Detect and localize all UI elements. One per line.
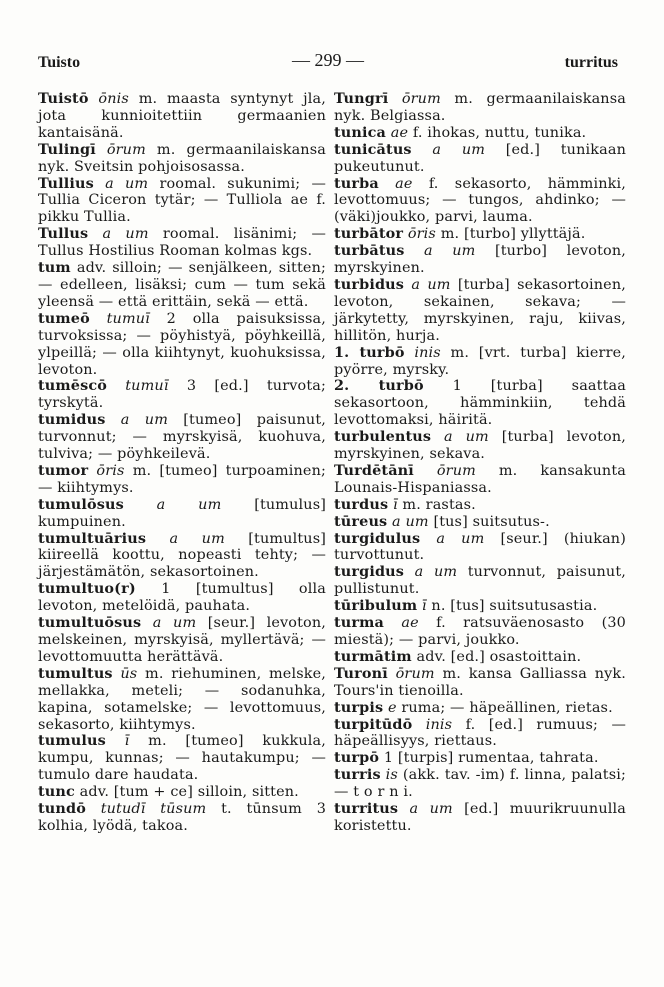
entry-definition: adv. [ed.] osastoittain. [416,648,582,665]
dictionary-entry [334,176,626,227]
dictionary-entry [334,564,626,598]
entry-definition: m. riehuminen, melske, mellakka, meteli; — sodanuhka, kapina, sotamelske; — levottomuus, sekasorto, kiihtymys. [38,665,326,733]
entry-definition: roomal. sukunimi; — Tullia Ciceron tytär; — Tulliola ae f. pikku Tullia. [38,175,327,226]
entry-definition: [tus] suitsutus-. [433,513,550,530]
dictionary-entry [334,378,626,429]
entry-headword: tumulus [38,732,106,750]
entry-definition: (akk. tav. -im) f. linna, palatsi; — t o r n i. [334,767,626,801]
entry-headword: turbulentus [334,428,432,446]
dictionary-entry [334,125,626,142]
entry-grammar: a um [420,530,501,547]
entry-definition: ruma; — häpeällinen, rietas. [401,699,613,716]
entry-headword: turpitūdō [334,715,413,733]
entry-grammar: a um [387,513,434,530]
page-header [38,50,618,78]
entry-headword: turbātus [334,242,405,260]
dictionary-entry [334,700,626,717]
dictionary-entry [334,142,626,176]
entry-definition: [ed.] muurikruunulla koristettu. [334,801,626,834]
entry-grammar: a um [404,276,458,293]
dictionary-entry [334,666,626,700]
entry-grammar: ī [388,496,403,513]
page-number: — 299 — [292,50,364,70]
entry-headword: Tulingī [38,140,96,158]
entry-headword: tumultuo(r) [38,580,136,598]
entry-definition: f. sekasorto, hämminki, levottomuus; — tungos, ahdinko; — (väki)joukko, parvi, lauma. [334,175,626,226]
entry-definition: [turba] levoton, myrskyinen, sekava. [334,429,626,463]
entry-definition: n. [tus] suitsutusastia. [431,598,598,615]
entry-definition: turvonnut, paisunut, pullistunut. [334,564,626,598]
entry-grammar: tutudī tūsum [85,801,222,818]
dictionary-entry [38,733,326,784]
entry-grammar: ūs [112,665,146,682]
dictionary-entry [38,142,326,176]
dictionary-entry [38,615,326,666]
dictionary-entry [334,91,626,125]
entry-grammar: e [383,699,402,716]
dictionary-entry [38,91,326,142]
entry-headword: Tullius [38,174,94,192]
entry-grammar: ī [105,733,149,750]
entry-grammar: a um [123,496,255,513]
entry-definition: m. [tumeo] turpoaminen; — kiihtymys. [38,462,326,496]
dictionary-entry [334,531,626,565]
entry-grammar: ōris [88,462,133,479]
entry-headword: 1. turbō [334,343,405,361]
entry-definition: 2 olla paisuksissa, turvoksissa; — pöyhistyä, pöyhkeillä, ylpeillä; — olla kiihtynyt, kuohuksissa, levoton. [38,310,326,378]
entry-definition: [tumulus] kumpuinen. [38,496,326,530]
entry-definition: [seur.] levoton, melskeinen, myrskyisä, myllertävä; — levottomuutta herättävä. [38,615,326,665]
dictionary-entry [38,497,326,531]
entry-headword: turritus [334,800,399,818]
entry-definition: 3 [ed.] turvota; tyrskytä. [38,378,326,412]
dictionary-entry [38,260,326,311]
dictionary-entry [334,649,626,666]
entry-grammar: tumuī [107,378,187,395]
entry-headword: turdus [334,495,389,513]
entry-definition: [tumeo] paisunut, turvonnut; — myrskyisä, kuohuva, tulviva; — pöyhkeilevä. [38,412,326,463]
entry-definition: m. germaanilaiskansa nyk. Sveitsin pohjoisosassa. [38,141,326,175]
entry-definition: adv. silloin; — senjälkeen, sitten; — edelleen, lisäksi; cum — tum sekä yleensä — että erittäin, sekä — että. [38,260,326,310]
entry-headword: tumidus [38,411,106,429]
entry-headword: Tuistō [38,90,89,107]
entry-grammar: ōris [403,226,441,243]
entry-grammar: a um [105,412,184,429]
entry-headword: tumeō [38,309,90,327]
entry-grammar: a um [404,243,495,260]
entry-definition: m. [tumeo] kukkula, kumpu, kunnas; — hautakumpu; — tumulo dare haudata. [38,733,326,784]
entry-definition: roomal. lisänimi; — Tullus Hostilius Rooman kolmas kgs. [38,226,326,260]
dictionary-entry [334,345,626,379]
entry-grammar: a um [431,429,502,446]
dictionary-entry [38,226,326,260]
entry-headword: tūreus [334,512,388,530]
entry-grammar: a um [146,530,249,547]
entry-definition: [ed.] tunikaan pukeutunut. [334,141,626,175]
entry-definition: m. rastas. [402,496,476,513]
dictionary-entry [334,497,626,514]
entry-definition: [turbo] levoton, myrskyinen. [334,243,626,277]
dictionary-entry [334,243,626,277]
dictionary-entry [38,311,326,379]
entry-headword: tunc [38,783,75,801]
entry-definition: adv. [tum + ce] silloin, sitten. [79,784,299,801]
entry-headword: tumēscō [38,377,108,395]
dictionary-entry [38,378,326,412]
dictionary-entry [38,531,326,582]
entry-grammar: ae [378,175,429,192]
dictionary-entry [334,767,626,801]
dictionary-entry [38,801,326,835]
entry-grammar: inis [412,716,466,733]
dictionary-entry [334,514,626,531]
entry-grammar: ae [384,615,437,632]
dictionary-entry [38,581,326,615]
entry-definition: 1 [turba] saattaa sekasortoon, hämminkiin, tehdä levottomaksi, häiritä. [334,378,626,429]
entry-headword: turba [334,174,379,192]
dictionary-entry [334,598,626,615]
entry-headword: tundō [38,800,86,818]
entry-grammar: ī [417,598,432,615]
entry-grammar [136,581,161,597]
entry-headword: tumultuōsus [38,614,142,632]
entry-headword: turmātim [334,647,412,665]
dictionary-entry [334,717,626,751]
dictionary-entry [334,226,626,243]
entry-headword: tumor [38,461,89,479]
entry-definition: [tumultus] kiireellä koottu, nopeasti tehty; — järjestämätön, sekasortoinen. [38,530,326,581]
dictionary-entry [334,463,626,497]
entry-headword: turbātor [334,225,404,243]
entry-headword: Tungrī [334,90,389,107]
entry-definition: f. [ed.] rumuus; — häpeällisyys, riettaus. [334,716,626,750]
entry-grammar: ōrum [413,462,499,479]
entry-definition: m. [turbo] yllyttäjä. [440,226,586,243]
entry-headword: tunica [334,123,387,141]
entry-definition: 1 [tumultus] olla levoton, metelöidä, pauhata. [38,581,326,615]
entry-grammar: inis [404,344,451,361]
dictionary-entry [334,277,626,345]
dictionary-entry [38,666,326,734]
entry-definition: [seur.] (hiukan) turvottunut. [334,530,626,564]
entry-grammar [424,378,453,394]
entry-grammar: a um [398,801,465,818]
header-left-guideword: Tuisto [38,54,81,71]
entry-headword: Turonī [334,664,388,682]
entry-grammar: a um [141,615,208,632]
dictionary-entry [38,176,326,227]
entry-headword: turgidulus [334,529,421,547]
entry-headword: tūribulum [334,597,418,615]
dictionary-entry [334,615,626,649]
entry-grammar: ōrum [95,141,157,158]
entry-grammar: ae [386,124,413,141]
entry-headword: tunicātus [334,140,412,158]
entry-definition: m. [vrt. turba] kierre, pyörre, myrsky. [334,344,626,378]
entry-definition: m. maasta syntynyt jla, jota kunnioitettiin germaanien kantaisänä. [38,91,327,141]
entry-grammar: a um [93,175,160,192]
entry-headword: tumulōsus [38,495,124,513]
entry-grammar: tumuī [89,310,167,327]
entry-definition: [turba] sekasortoinen, levoton, sekainen, sekava; — järkytetty, myrskyinen, raju, kiivas, hillitön, hurja. [334,276,626,344]
entry-grammar: is [380,767,403,784]
entry-headword: tumultuārius [38,529,147,547]
entry-headword: turgidus [334,563,405,581]
entry-headword: Turdētānī [334,461,414,479]
entry-grammar: a um [404,564,468,581]
entry-grammar: ōrum [387,665,443,682]
entry-definition: f. ratsuväenosasto (30 miestä); — parvi, joukko. [334,615,626,648]
entry-definition: m. kansakunta Lounais-Hispaniassa. [334,462,626,496]
dictionary-entry [38,463,326,497]
entry-headword: turpis [334,698,384,716]
dictionary-entry [38,412,326,463]
entry-headword: turris [334,766,381,784]
entry-headword: turma [334,614,384,632]
entry-definition: m. germaanilaiskansa nyk. Belgiassa. [334,91,626,124]
entry-grammar: ōnis [88,91,139,107]
entry-grammar: a um [88,226,163,243]
dictionary-entry [334,429,626,463]
entry-headword: tumultus [38,664,113,682]
header-right-guideword: turritus [564,54,618,71]
entry-definition: t. tūnsum 3 kolhia, lyödä, takoa. [38,801,327,834]
entry-grammar: a um [411,141,506,158]
entry-headword: 2. turbō [334,377,424,395]
dictionary-entry [334,801,626,835]
entry-headword: turpō [334,749,380,767]
entry-headword: tum [38,259,71,277]
dictionary-entry [38,784,326,801]
entry-definition: 1 [turpis] rumentaa, tahrata. [383,750,599,767]
entry-definition: f. ihokas, nuttu, tunika. [412,124,587,141]
dictionary-entry [334,750,626,767]
right-column [334,91,626,835]
left-column [38,91,326,835]
entry-grammar: ōrum [388,91,455,107]
entry-headword: Tullus [38,225,89,243]
entry-definition: m. kansa Galliassa nyk. Tours'in tienoilla. [334,665,626,699]
entry-headword: turbidus [334,275,405,293]
